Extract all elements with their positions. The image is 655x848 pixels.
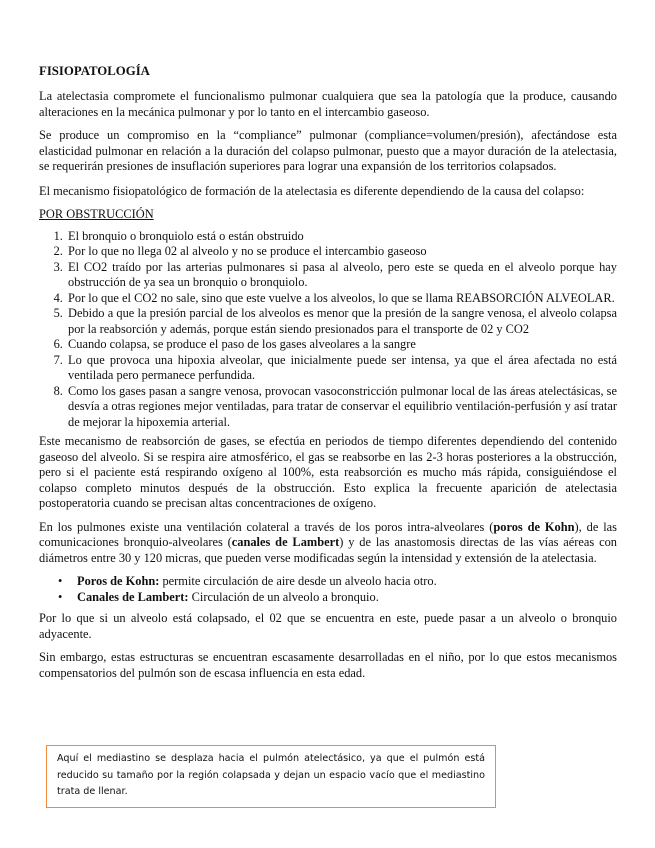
bullet-icon: • xyxy=(58,589,63,604)
list-item: 3. El CO2 traído por las arterias pulmonares si pasa al alveolo, pero este se queda en el alveolo porque hay obstrucción de ya sea un bronquio o bronquiolo. xyxy=(66,260,617,291)
list-item: 1. El bronquio o bronquiolo está o están obstruido xyxy=(66,229,617,245)
document-body xyxy=(39,63,617,689)
definitions-list xyxy=(39,574,617,605)
paragraph-children: Sin embargo, estas estructuras se encuentran escasamente desarrolladas en el niño, por lo que estos mecanismos compensatorios del pulmón son de escasa influencia en esta edad. xyxy=(39,650,617,680)
definition-text: Circulación de un alveolo a bronquio. xyxy=(188,589,379,604)
paragraph-adjacent-alveolus: Por lo que si un alveolo está colapsado, el 02 que se encuentra en este, puede pasar a un alveolo o bronquio adyacente. xyxy=(39,611,617,641)
term-canales-lambert: canales de Lambert xyxy=(231,535,340,549)
list-item: 8. Como los gases pasan a sangre venosa, provocan vasoconstricción pulmonar local de las áreas atelectásicas, se desvía a otras regiones mejor ventiladas, para tratar de conservar el equilibrio ventilación-perfusión y así tratar de mejorar la hipoxemia arterial. xyxy=(66,384,617,431)
obstruction-steps-list xyxy=(39,229,617,431)
list-item: 2. Por lo que no llega 02 al alveolo y no se produce el intercambio gaseoso xyxy=(66,244,617,260)
list-item: 7. Lo que provoca una hipoxia alveolar, que inicialmente puede ser intensa, ya que el área afectada no está ventilada pero permanece perfundida. xyxy=(66,353,617,384)
mediastinum-note-box: Aquí el mediastino se desplaza hacia el pulmón atelectásico, ya que el pulmón está reducido su tamaño por la región colapsada y dejan un espacio vacío que el mediastino trata de llenar. xyxy=(46,745,496,808)
paragraph-mechanism: El mecanismo fisiopatológico de formación de la atelectasia es diferente dependiendo de la causa del colapso: xyxy=(39,183,585,198)
paragraph-compliance: Se produce un compromiso en la “compliance” pulmonar (compliance=volumen/presión), afectándose esta elasticidad pulmonar en relación a la duración del colapso pulmonar, puesto que a mayor duración de la atelectasia, se requerirán presiones de insuflación superiores para lograr una expansión de los territorios colapsados. xyxy=(39,128,617,173)
section-title: FISIOPATOLOGÍA xyxy=(39,64,150,78)
paragraph-reabsorption: Este mecanismo de reabsorción de gases, se efectúa en periodos de tiempo diferentes dependiendo del contenido gaseoso del alveolo. Si se respira aire atmosférico, el gas se reabsorbe en las 2-3 horas posteriores a la obstrucción, pero si el paciente está respirando oxígeno al 100%, esta reabsorción es mucho más rápida, consiguiéndose el colapso completo minutos después de la obstrucción. Esto explica la frecuente aparición de atelectasia postoperatoria cuando se precisan altas concentraciones de oxígeno. xyxy=(39,434,617,510)
term-poros-kohn: poros de Kohn xyxy=(493,519,575,534)
definition-text: permite circulación de aire desde un alveolo hacia otro. xyxy=(159,574,437,588)
list-item: 6. Cuando colapsa, se produce el paso de los gases alveolares a la sangre xyxy=(66,337,617,353)
list-item: 5. Debido a que la presión parcial de los alveolos es menor que la presión de la sangre venosa, el alveolo colapsa por la reabsorción y además, porque están siendo presionados para el transporte de 02 y CO2 xyxy=(66,306,617,337)
paragraph-collateral-ventilation: En los pulmones existe una ventilación colateral a través de los poros intra-alveolares (poros de Kohn), de las comunicaciones bronquio-alveolares (canales de Lambert) y de las anastomosis directas de las vías aéreas con diámetros entre 30 y 120 micras, que pueden verse modificadas según la intensidad y extensión de la atelectasia. xyxy=(39,519,617,565)
list-item: 4. Por lo que el CO2 no sale, sino que este vuelve a los alveolos, lo que se llama REABSORCIÓN ALVEOLAR. xyxy=(66,291,617,307)
subsection-heading: POR OBSTRUCCIÓN xyxy=(39,207,154,221)
definition-term: Poros de Kohn: xyxy=(77,574,160,588)
bullet-icon: • xyxy=(58,574,63,588)
definition-term: Canales de Lambert: xyxy=(77,589,189,604)
list-item xyxy=(58,590,617,606)
list-item xyxy=(58,574,617,590)
paragraph-intro: La atelectasia compromete el funcionalismo pulmonar cualquiera que sea la patología que la produce, causando alteraciones en la mecánica pulmonar y por lo tanto en el intercambio gaseoso. xyxy=(39,89,617,119)
